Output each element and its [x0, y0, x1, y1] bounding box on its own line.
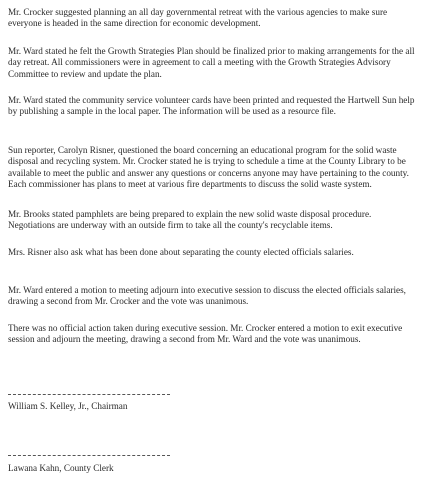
paragraph-adjourn: There was no official action taken during executive session. Mr. Crocker entered a motion to exit executive session and adjourn the meeting, drawing a second from Mr. Ward and the vote was unanimous.	[8, 323, 403, 345]
paragraph-pamphlets: Mr. Brooks stated pamphlets are being prepared to explain the new solid waste disposal procedure. Negotiations are underway with an outside firm to take all the county's recyclable items.	[8, 209, 372, 231]
paragraph-salaries: Mrs. Risner also ask what has been done about separating the county elected officials salaries.	[8, 247, 354, 257]
signature-chairman: William S. Kelley, Jr., Chairman	[8, 401, 128, 411]
paragraph-retreat: Mr. Crocker suggested planning an all day governmental retreat with the various agencies to make sure everyone is headed in the same direction for economic development.	[8, 7, 388, 29]
paragraph-volunteer-cards: Mr. Ward stated the community service volunteer cards have been printed and requested the Hartwell Sun help by publishing a sample in the local paper. The information will be used as a resource file.	[8, 95, 415, 117]
signature-line-chairman	[8, 394, 170, 395]
signature-line-clerk	[8, 455, 170, 456]
paragraph-growth-plan: Mr. Ward stated he felt the Growth Strategies Plan should be finalized prior to making arrangements for the all day retreat. All commissioners were in agreement to call a meeting with the Growth Strategies Advisory Committee to review and update the plan.	[8, 46, 415, 79]
paragraph-education-program: Sun reporter, Carolyn Risner, questioned the board concerning an educational program for the solid waste disposal and recycling system. Mr. Crocker stated he is trying to schedule a time at the County Library to be available to meet the public and answer any questions or concerns anyone may have pertaining to the county. Each commissioner has plans to meet at various fire departments to discuss the solid waste system.	[8, 145, 409, 190]
signature-clerk: Lawana Kahn, County Clerk	[8, 463, 114, 473]
paragraph-motion-executive: Mr. Ward entered a motion to meeting adjourn into executive session to discuss the elected officials salaries, drawing a second from Mr. Crocker and the vote was unanimous.	[8, 285, 406, 307]
